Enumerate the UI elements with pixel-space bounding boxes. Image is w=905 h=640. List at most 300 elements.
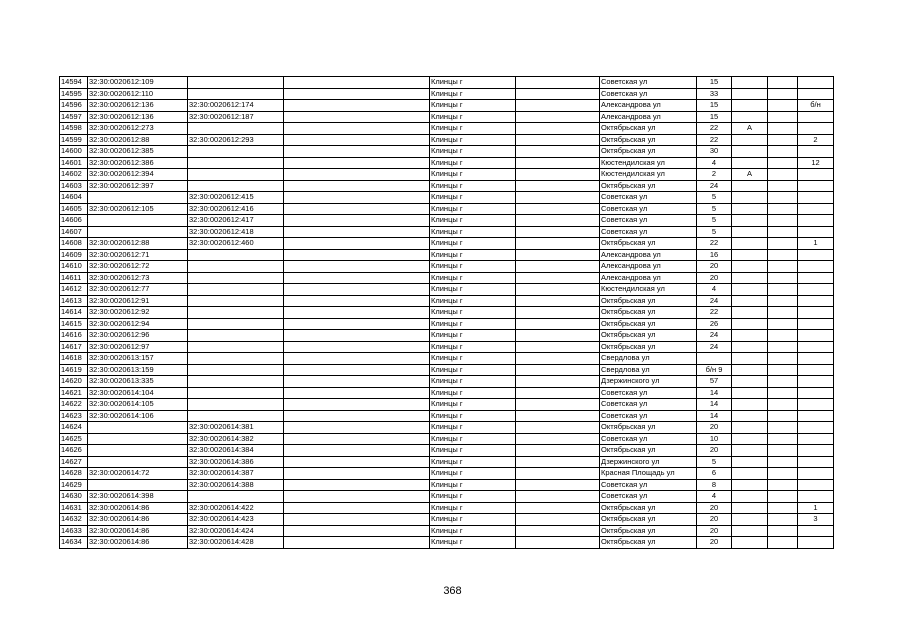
- table-cell: Клинцы г: [430, 157, 516, 169]
- table-row: [60, 261, 834, 273]
- table-cell: [88, 226, 188, 238]
- table-cell: [798, 180, 834, 192]
- table-cell: [284, 146, 430, 158]
- table-cell: [284, 514, 430, 526]
- table-cell: [516, 307, 600, 319]
- table-cell: 32:30:0020614:387: [188, 468, 284, 480]
- table-cell: [732, 261, 768, 273]
- table-cell: [284, 456, 430, 468]
- table-cell: Клинцы г: [430, 77, 516, 89]
- table-row: [60, 330, 834, 342]
- table-cell: Клинцы г: [430, 134, 516, 146]
- table-cell: [768, 169, 798, 181]
- table-cell: [768, 226, 798, 238]
- table-cell: [284, 307, 430, 319]
- table-cell: [768, 100, 798, 112]
- table-cell: Октябрьская ул: [600, 238, 697, 250]
- table-row: [60, 88, 834, 100]
- table-row: [60, 169, 834, 181]
- table-cell: 32:30:0020614:72: [88, 468, 188, 480]
- table-cell: 15: [697, 77, 732, 89]
- table-cell: 2: [798, 134, 834, 146]
- table-cell: [798, 410, 834, 422]
- table-cell: 32:30:0020612:397: [88, 180, 188, 192]
- table-cell: 8: [697, 479, 732, 491]
- table-cell: 32:30:0020612:109: [88, 77, 188, 89]
- table-cell: [732, 376, 768, 388]
- table-cell: 20: [697, 502, 732, 514]
- table-cell: Клинцы г: [430, 307, 516, 319]
- table-cell: Октябрьская ул: [600, 318, 697, 330]
- table-cell: А: [732, 123, 768, 135]
- table-cell: 32:30:0020612:88: [88, 134, 188, 146]
- table-cell: 32:30:0020614:423: [188, 514, 284, 526]
- table-cell: [284, 272, 430, 284]
- table-cell: 20: [697, 514, 732, 526]
- table-cell: [768, 341, 798, 353]
- table-cell: Клинцы г: [430, 238, 516, 250]
- table-cell: [284, 249, 430, 261]
- table-cell: [732, 100, 768, 112]
- table-cell: Советская ул: [600, 215, 697, 227]
- table-cell: 14632: [60, 514, 88, 526]
- table-cell: Клинцы г: [430, 123, 516, 135]
- table-cell: Октябрьская ул: [600, 525, 697, 537]
- table-body: [60, 77, 834, 549]
- table-cell: Клинцы г: [430, 433, 516, 445]
- table-cell: Советская ул: [600, 479, 697, 491]
- table-cell: [798, 307, 834, 319]
- table-cell: [798, 169, 834, 181]
- table-cell: Клинцы г: [430, 341, 516, 353]
- table-cell: [516, 341, 600, 353]
- table-cell: [768, 146, 798, 158]
- table-cell: Клинцы г: [430, 215, 516, 227]
- table-cell: [732, 502, 768, 514]
- table-cell: 24: [697, 180, 732, 192]
- table-cell: [798, 422, 834, 434]
- table-cell: [188, 387, 284, 399]
- table-cell: [516, 468, 600, 480]
- page-number: 368: [443, 585, 462, 597]
- table-cell: 14616: [60, 330, 88, 342]
- table-row: [60, 479, 834, 491]
- table-cell: 32:30:0020612:415: [188, 192, 284, 204]
- table-row: [60, 387, 834, 399]
- table-cell: 1: [798, 502, 834, 514]
- table-cell: Александрова ул: [600, 261, 697, 273]
- table-cell: [88, 433, 188, 445]
- table-cell: 24: [697, 330, 732, 342]
- table-cell: Александрова ул: [600, 111, 697, 123]
- table-cell: [284, 410, 430, 422]
- table-cell: 57: [697, 376, 732, 388]
- table-row: [60, 376, 834, 388]
- table-cell: Клинцы г: [430, 514, 516, 526]
- table-cell: [732, 284, 768, 296]
- table-cell: [516, 433, 600, 445]
- table-cell: Клинцы г: [430, 192, 516, 204]
- table-cell: [732, 433, 768, 445]
- table-cell: [188, 180, 284, 192]
- table-cell: 33: [697, 88, 732, 100]
- table-cell: [188, 353, 284, 365]
- table-cell: Клинцы г: [430, 364, 516, 376]
- table-cell: [697, 353, 732, 365]
- table-row: [60, 157, 834, 169]
- table-row: [60, 146, 834, 158]
- table-cell: [768, 284, 798, 296]
- table-cell: [516, 364, 600, 376]
- table-cell: [284, 479, 430, 491]
- table-row: [60, 399, 834, 411]
- table-cell: 1: [798, 238, 834, 250]
- table-row: [60, 468, 834, 480]
- table-cell: 2: [697, 169, 732, 181]
- table-cell: 22: [697, 238, 732, 250]
- table-row: [60, 537, 834, 549]
- table-cell: 32:30:0020612:187: [188, 111, 284, 123]
- table-cell: [516, 410, 600, 422]
- table-cell: 32:30:0020612:136: [88, 100, 188, 112]
- table-cell: [732, 353, 768, 365]
- table-cell: [732, 491, 768, 503]
- table-cell: [768, 410, 798, 422]
- table-cell: [798, 203, 834, 215]
- table-cell: [516, 318, 600, 330]
- table-cell: Октябрьская ул: [600, 502, 697, 514]
- table-row: [60, 180, 834, 192]
- table-cell: [768, 318, 798, 330]
- table-cell: 30: [697, 146, 732, 158]
- table-cell: [768, 111, 798, 123]
- table-cell: [516, 491, 600, 503]
- table-row: [60, 491, 834, 503]
- table-cell: [798, 525, 834, 537]
- table-cell: Дзержинского ул: [600, 456, 697, 468]
- table-cell: [516, 123, 600, 135]
- table-cell: [798, 226, 834, 238]
- table-cell: б/н: [798, 100, 834, 112]
- table-row: [60, 215, 834, 227]
- table-cell: Клинцы г: [430, 111, 516, 123]
- table-cell: 14634: [60, 537, 88, 549]
- table-cell: 32:30:0020612:73: [88, 272, 188, 284]
- table-cell: [732, 514, 768, 526]
- table-cell: [188, 330, 284, 342]
- table-cell: [798, 272, 834, 284]
- table-cell: [516, 180, 600, 192]
- table-cell: [798, 284, 834, 296]
- table-cell: Клинцы г: [430, 146, 516, 158]
- table-cell: 14618: [60, 353, 88, 365]
- table-row: [60, 422, 834, 434]
- table-row: [60, 456, 834, 468]
- table-row: [60, 353, 834, 365]
- table-cell: [768, 77, 798, 89]
- table-cell: [284, 330, 430, 342]
- table-cell: [732, 134, 768, 146]
- table-cell: [732, 525, 768, 537]
- table-cell: [284, 537, 430, 549]
- table-cell: [768, 456, 798, 468]
- table-row: [60, 100, 834, 112]
- table-cell: [516, 502, 600, 514]
- table-cell: 32:30:0020614:86: [88, 525, 188, 537]
- table-cell: 14611: [60, 272, 88, 284]
- table-cell: [768, 134, 798, 146]
- table-cell: Кюстендилская ул: [600, 157, 697, 169]
- table-cell: [798, 468, 834, 480]
- table-cell: [188, 376, 284, 388]
- table-cell: Октябрьская ул: [600, 123, 697, 135]
- table-cell: 14633: [60, 525, 88, 537]
- table-cell: Александрова ул: [600, 100, 697, 112]
- table-cell: [516, 249, 600, 261]
- table-cell: [732, 468, 768, 480]
- table-cell: [516, 111, 600, 123]
- table-cell: 4: [697, 491, 732, 503]
- table-cell: Клинцы г: [430, 272, 516, 284]
- table-cell: [798, 387, 834, 399]
- table-cell: [188, 491, 284, 503]
- table-cell: 22: [697, 134, 732, 146]
- table-row: [60, 192, 834, 204]
- table-cell: Клинцы г: [430, 537, 516, 549]
- table-cell: [88, 479, 188, 491]
- table-row: [60, 134, 834, 146]
- table-cell: 14602: [60, 169, 88, 181]
- table-cell: [768, 353, 798, 365]
- table-cell: [798, 479, 834, 491]
- table-cell: [516, 157, 600, 169]
- table-cell: [516, 456, 600, 468]
- table-cell: 32:30:0020614:86: [88, 502, 188, 514]
- table-cell: [768, 502, 798, 514]
- table-cell: [516, 445, 600, 457]
- table-cell: [732, 479, 768, 491]
- table-cell: Клинцы г: [430, 387, 516, 399]
- table-cell: 5: [697, 215, 732, 227]
- table-cell: [284, 445, 430, 457]
- table-cell: [732, 203, 768, 215]
- table-cell: [798, 445, 834, 457]
- table-cell: [188, 249, 284, 261]
- table-row: [60, 341, 834, 353]
- table-cell: 32:30:0020614:428: [188, 537, 284, 549]
- table-cell: [732, 238, 768, 250]
- table-cell: 14608: [60, 238, 88, 250]
- table-cell: 14615: [60, 318, 88, 330]
- table-cell: 14601: [60, 157, 88, 169]
- table-cell: Октябрьская ул: [600, 537, 697, 549]
- table-cell: Октябрьская ул: [600, 307, 697, 319]
- table-cell: [188, 146, 284, 158]
- table-cell: [284, 88, 430, 100]
- table-cell: 20: [697, 525, 732, 537]
- table-cell: 14598: [60, 123, 88, 135]
- table-cell: 14626: [60, 445, 88, 457]
- table-cell: 14606: [60, 215, 88, 227]
- table-cell: 14607: [60, 226, 88, 238]
- table-cell: [798, 123, 834, 135]
- table-cell: 5: [697, 192, 732, 204]
- table-cell: [284, 134, 430, 146]
- table-cell: [516, 169, 600, 181]
- table-cell: 24: [697, 295, 732, 307]
- table-cell: [732, 295, 768, 307]
- table-cell: [188, 364, 284, 376]
- table-cell: [732, 445, 768, 457]
- table-cell: Советская ул: [600, 77, 697, 89]
- table-cell: [88, 192, 188, 204]
- table-cell: [284, 180, 430, 192]
- table-cell: 32:30:0020614:386: [188, 456, 284, 468]
- table-cell: [768, 215, 798, 227]
- table-cell: [768, 468, 798, 480]
- table-cell: 15: [697, 111, 732, 123]
- table-cell: 14631: [60, 502, 88, 514]
- table-cell: 32:30:0020612:385: [88, 146, 188, 158]
- table-cell: 32:30:0020613:335: [88, 376, 188, 388]
- table-cell: 14610: [60, 261, 88, 273]
- table-cell: Октябрьская ул: [600, 330, 697, 342]
- table-cell: [732, 399, 768, 411]
- table-cell: 32:30:0020612:136: [88, 111, 188, 123]
- table-cell: [798, 456, 834, 468]
- table-cell: [768, 491, 798, 503]
- table-cell: [284, 100, 430, 112]
- table-cell: [516, 146, 600, 158]
- table-cell: 22: [697, 123, 732, 135]
- table-cell: [284, 318, 430, 330]
- table-cell: [732, 456, 768, 468]
- table-cell: [188, 77, 284, 89]
- table-cell: [768, 249, 798, 261]
- table-cell: [284, 215, 430, 227]
- table-row: [60, 445, 834, 457]
- table-cell: [188, 272, 284, 284]
- table-cell: 32:30:0020612:97: [88, 341, 188, 353]
- table-cell: 32:30:0020614:86: [88, 537, 188, 549]
- table-cell: [768, 537, 798, 549]
- table-cell: 14603: [60, 180, 88, 192]
- table-cell: 22: [697, 307, 732, 319]
- table-row: [60, 238, 834, 250]
- table-cell: 3: [798, 514, 834, 526]
- table-cell: 32:30:0020612:77: [88, 284, 188, 296]
- table-cell: Советская ул: [600, 226, 697, 238]
- table-cell: Октябрьская ул: [600, 134, 697, 146]
- table-cell: [516, 203, 600, 215]
- table-cell: [768, 399, 798, 411]
- table-cell: Клинцы г: [430, 376, 516, 388]
- registry-table: [59, 76, 834, 549]
- table-cell: [284, 399, 430, 411]
- table-cell: 32:30:0020612:416: [188, 203, 284, 215]
- table-cell: 6: [697, 468, 732, 480]
- table-cell: [732, 387, 768, 399]
- table-cell: А: [732, 169, 768, 181]
- table-cell: 32:30:0020613:157: [88, 353, 188, 365]
- table-cell: [798, 295, 834, 307]
- table-cell: 14: [697, 399, 732, 411]
- table-row: [60, 226, 834, 238]
- table-cell: Клинцы г: [430, 284, 516, 296]
- table-cell: [798, 146, 834, 158]
- table-cell: 32:30:0020614:105: [88, 399, 188, 411]
- table-cell: Клинцы г: [430, 295, 516, 307]
- table-cell: [768, 514, 798, 526]
- table-cell: [284, 433, 430, 445]
- table-cell: [732, 307, 768, 319]
- table-cell: [768, 307, 798, 319]
- table-cell: [798, 318, 834, 330]
- table-cell: Октябрьская ул: [600, 514, 697, 526]
- table-cell: 14629: [60, 479, 88, 491]
- table-cell: 26: [697, 318, 732, 330]
- table-row: [60, 502, 834, 514]
- table-cell: Советская ул: [600, 203, 697, 215]
- table-cell: [798, 192, 834, 204]
- table-cell: 20: [697, 445, 732, 457]
- table-cell: [284, 169, 430, 181]
- table-cell: [768, 525, 798, 537]
- table-cell: [284, 111, 430, 123]
- table-cell: [284, 491, 430, 503]
- table-cell: [516, 525, 600, 537]
- table-cell: [188, 307, 284, 319]
- table-cell: Советская ул: [600, 491, 697, 503]
- table-cell: 24: [697, 341, 732, 353]
- table-cell: [516, 399, 600, 411]
- table-cell: [732, 422, 768, 434]
- table-cell: 20: [697, 422, 732, 434]
- table-cell: 12: [798, 157, 834, 169]
- table-cell: 32:30:0020612:96: [88, 330, 188, 342]
- table-cell: [516, 330, 600, 342]
- table-cell: [516, 376, 600, 388]
- table-cell: б/н 9: [697, 364, 732, 376]
- table-row: [60, 307, 834, 319]
- table-cell: 32:30:0020614:422: [188, 502, 284, 514]
- table-cell: Советская ул: [600, 410, 697, 422]
- table-cell: Клинцы г: [430, 203, 516, 215]
- table-cell: [768, 192, 798, 204]
- table-cell: [768, 203, 798, 215]
- table-cell: 14624: [60, 422, 88, 434]
- table-cell: 32:30:0020612:394: [88, 169, 188, 181]
- table-cell: 14625: [60, 433, 88, 445]
- table-cell: Октябрьская ул: [600, 422, 697, 434]
- table-cell: Клинцы г: [430, 445, 516, 457]
- table-cell: [768, 238, 798, 250]
- table-cell: 32:30:0020612:110: [88, 88, 188, 100]
- table-cell: [516, 353, 600, 365]
- table-cell: 14600: [60, 146, 88, 158]
- table-cell: 14628: [60, 468, 88, 480]
- table-cell: [798, 491, 834, 503]
- table-cell: Октябрьская ул: [600, 146, 697, 158]
- table-cell: 32:30:0020612:293: [188, 134, 284, 146]
- table-cell: [798, 537, 834, 549]
- table-cell: 14: [697, 387, 732, 399]
- table-cell: 32:30:0020613:159: [88, 364, 188, 376]
- table-cell: [284, 238, 430, 250]
- table-cell: 32:30:0020612:72: [88, 261, 188, 273]
- table-cell: 15: [697, 100, 732, 112]
- table-cell: Клинцы г: [430, 353, 516, 365]
